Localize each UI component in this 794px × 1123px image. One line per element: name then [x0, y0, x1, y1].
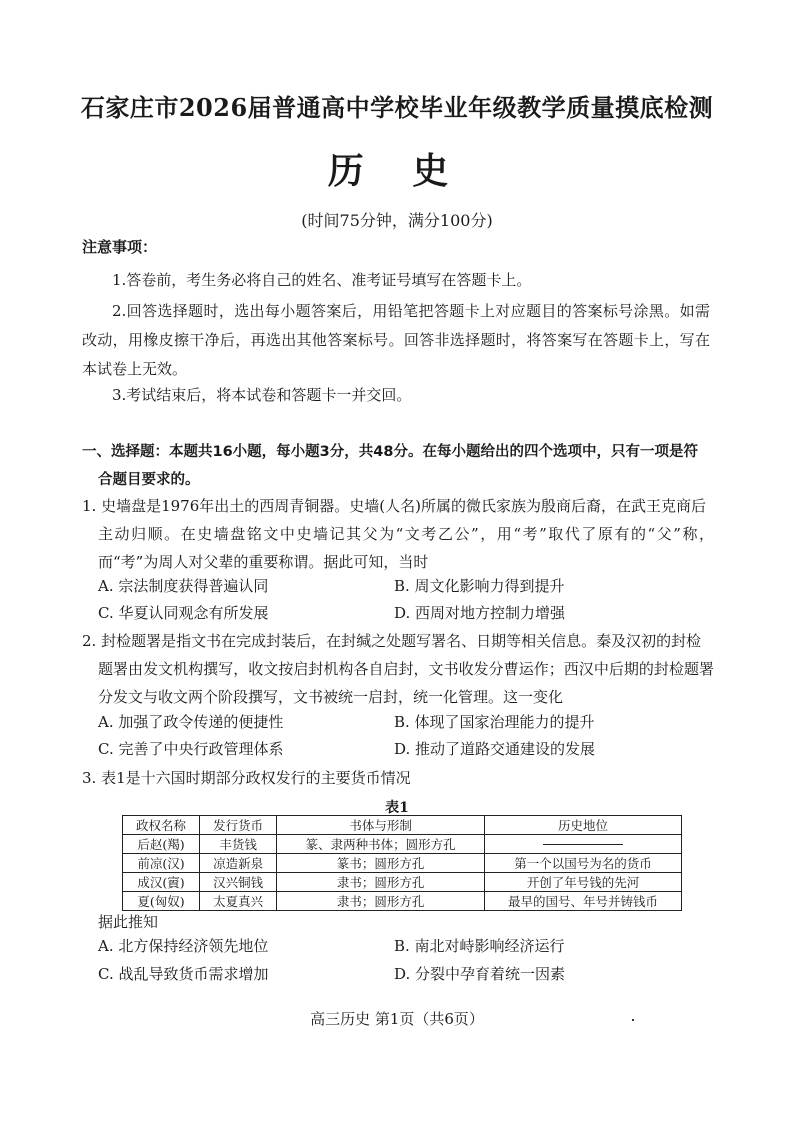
question-1-stem — [82, 492, 714, 576]
question-2-option-c[interactable]: C. 完善了中央行政管理体系 — [98, 740, 284, 758]
table-cell: 最早的国号、年号并铸钱币 — [485, 892, 682, 911]
table-cell: 开创了年号钱的先河 — [485, 873, 682, 892]
question-1-option-c[interactable]: C. 华夏认同观念有所发展 — [98, 604, 269, 622]
table-header-currency: 发行货币 — [200, 816, 277, 835]
table-cell: 隶书；圆形方孔 — [277, 873, 485, 892]
page-footer: 高三历史 第1页（共6页） — [310, 1010, 484, 1028]
table-cell-empty — [485, 835, 682, 854]
notice-item-1: 1.答卷前，考生务必将自己的姓名、准考证号填写在答题卡上。 — [112, 271, 532, 289]
table-cell: 前凉(汉) — [123, 854, 200, 873]
table-header-regime: 政权名称 — [123, 816, 200, 835]
table-cell: 太夏真兴 — [200, 892, 277, 911]
question-1-line1: 1. 史墙盘是1976年出土的西周青铜器。史墙(人名)所属的微氏家族为殷商后裔，在武王克商后 — [82, 497, 706, 515]
table-cell: 夏(匈奴) — [123, 892, 200, 911]
notice-heading: 注意事项： — [82, 238, 158, 256]
notice-item-2: 2.回答选择题时，选出每小题答案后，用铅笔把答题卡上对应题目的答案标号涂黑。如需改动，用橡皮擦干净后，再选出其他答案标号。回答非选择题时，将答案写在答题卡上，写在本试卷上无效。 — [82, 302, 710, 378]
question-2-option-d[interactable]: D. 推动了道路交通建设的发展 — [394, 740, 596, 758]
exam-title: 石家庄市2026届普通高中学校毕业年级教学质量摸底检测 — [80, 93, 714, 122]
table-1-caption: 表1 — [385, 800, 409, 816]
subject-title: 历 史 — [327, 150, 467, 192]
table-header-status: 历史地位 — [485, 816, 682, 835]
table-cell: 后赵(羯) — [123, 835, 200, 854]
notice-item-3: 3.考试结束后，将本试卷和答题卡一并交回。 — [112, 386, 412, 404]
table-cell: 篆、隶两种书体；圆形方孔 — [277, 835, 485, 854]
question-2-line1: 2. 封检题署是指文书在完成封装后，在封缄之处题写署名、日期等相关信息。秦及汉初的封检 — [82, 632, 702, 650]
question-3-option-a[interactable]: A. 北方保持经济领先地位 — [98, 937, 269, 955]
scan-speck — [632, 1019, 634, 1021]
table-row — [123, 835, 682, 854]
question-3-option-c[interactable]: C. 战乱导致货币需求增加 — [98, 965, 269, 983]
table-cell: 隶书；圆形方孔 — [277, 892, 485, 911]
question-3-option-b[interactable]: B. 南北对峙影响经济运行 — [394, 937, 565, 955]
table-cell: 凉造新泉 — [200, 854, 277, 873]
question-1-option-d[interactable]: D. 西周对地方控制力增强 — [394, 604, 566, 622]
table-cell: 第一个以国号为名的货币 — [485, 854, 682, 873]
currency-table — [122, 815, 682, 911]
question-2-stem — [82, 627, 714, 711]
table-header-row — [123, 816, 682, 835]
question-3-stem — [82, 764, 714, 792]
question-3-option-d[interactable]: D. 分裂中孕育着统一因素 — [394, 965, 566, 983]
section-heading — [82, 438, 718, 494]
table-cell: 篆书；圆形方孔 — [277, 854, 485, 873]
section-heading-line1: 一、选择题：本题共16小题，每小题3分，共48分。在每小题给出的四个选项中，只有一项是符 — [82, 444, 698, 460]
table-cell: 成汉(賨) — [123, 873, 200, 892]
table-header-script-shape: 书体与形制 — [277, 816, 485, 835]
table-cell: 丰货钱 — [200, 835, 277, 854]
table-row — [123, 873, 682, 892]
question-2-rest: 题署由发文机构撰写，收文按启封机构各自启封，文书收发分曹运作；西汉中后期的封检题署分发文与收文两个阶段撰写，文书被统一启封，统一化管理。这一变化 — [98, 660, 714, 706]
question-1-rest: 主动归顺。在史墙盘铭文中史墙记其父为“文考乙公”，用“考”取代了原有的“父”称，而“考”为周人对父辈的重要称谓。据此可知，当时 — [98, 525, 714, 571]
question-2-option-b[interactable]: B. 体现了国家治理能力的提升 — [394, 713, 595, 731]
question-2-option-a[interactable]: A. 加强了政令传递的便捷性 — [98, 713, 284, 731]
question-3-infer: 据此推知 — [98, 913, 159, 931]
question-1-option-a[interactable]: A. 宗法制度获得普遍认同 — [98, 577, 269, 595]
question-3-after-table — [82, 908, 714, 936]
section-heading-line2: 合题目要求的。 — [98, 472, 200, 488]
question-1-option-b[interactable]: B. 周文化影响力得到提升 — [394, 577, 565, 595]
table-cell: 汉兴铜钱 — [200, 873, 277, 892]
time-info: (时间75分钟，满分100分) — [301, 211, 493, 230]
table-row — [123, 854, 682, 873]
question-3-line1: 3. 表1是十六国时期部分政权发行的主要货币情况 — [82, 769, 411, 787]
